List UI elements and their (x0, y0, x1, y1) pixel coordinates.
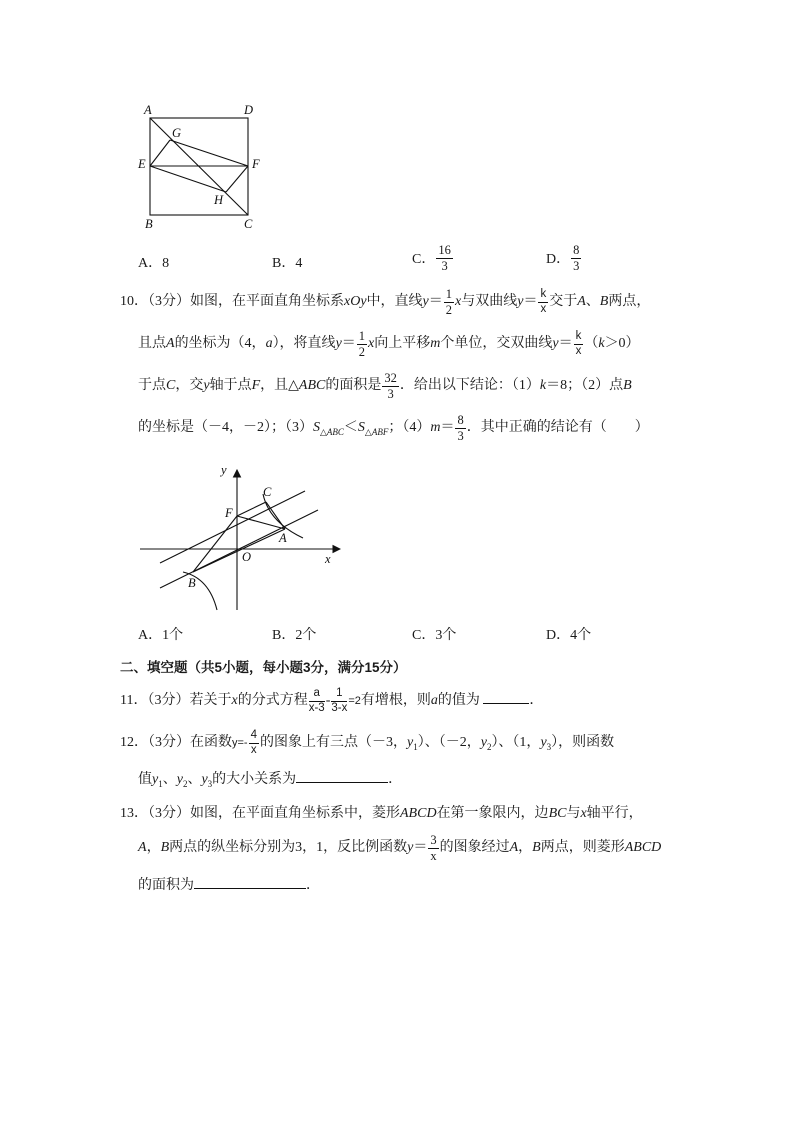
q10-option-a[interactable]: A．1个 (138, 628, 184, 643)
q10-option-b[interactable]: B．2个 (272, 628, 317, 643)
segment-fb (193, 516, 237, 572)
q11-answer-blank[interactable] (483, 689, 529, 704)
segment-eg (150, 140, 170, 166)
label-b: B (145, 217, 153, 231)
q12-line2: 值$y_1$、$y_2$、$y_3$的大小关系为 ． (138, 768, 402, 789)
q9-option-c[interactable]: C． $\frac{16}{3}$ (412, 243, 451, 273)
label-b: B (188, 576, 196, 590)
label-x-axis: x (325, 552, 331, 566)
section-title: 二、填空题（共5小题，每小题3分，满分15分） (120, 660, 407, 675)
q9-option-b[interactable]: B．4 (272, 256, 303, 271)
label-e: E (138, 157, 146, 171)
label-h: H (214, 193, 224, 207)
q13-line2: A，B两点的纵坐标分别为3，1，反比例函数y＝ $\frac{3}{x}$ 的图象经过A，B两点，则菱形ABCD (138, 833, 662, 863)
q9-option-a[interactable]: A．8 (138, 256, 170, 271)
square-figure (130, 100, 270, 235)
q11-line: 11．（3分）若关于x的分式方程 $\frac{a}{x-3}$ - $\frac{1}{3-x}$ =2有增根，则a的值为 ． (120, 687, 544, 714)
q10-line2: 且点A的坐标为（4，a），将直线y＝ $\frac{1}{2}$ x向上平移m个单位，交双曲线y＝ $\frac{k}{x}$ （k＞0） (138, 329, 640, 359)
q9-option-d[interactable]: D． $\frac{8}{3}$ (546, 243, 580, 273)
q13-line3: 的面积为 ． (138, 874, 320, 894)
label-y-axis: y (221, 463, 227, 477)
segment-gf (170, 140, 248, 166)
segment-eh (150, 166, 226, 192)
q12-answer-blank[interactable] (296, 768, 388, 783)
label-origin: O (242, 550, 252, 564)
label-a: A (144, 103, 152, 117)
q13-answer-blank[interactable] (194, 874, 306, 889)
q10-line4: 的坐标是（－4，－2）；$(3)S_{\triangle ABC}<S_{\triangle ABF}$；（4）m＝ $\frac{8}{3}$ ．其中正确的结论有（ ） (138, 413, 649, 443)
label-d: D (244, 103, 254, 117)
q10-line1: 10．（3分）如图，在平面直角坐标系xOy中，直线y＝ $\frac{1}{2}$ x与双曲线y＝ $\frac{k}{x}$ 交于A、B两点， (120, 287, 651, 317)
label-f: F (252, 157, 260, 171)
q10-option-d[interactable]: D．4个 (546, 628, 592, 643)
label-g: G (172, 126, 182, 140)
q13-line1: 13．（3分）如图，在平面直角坐标系中，菱形ABCD在第一象限内，边BC与x轴平行， (120, 806, 643, 821)
q12-line1: 12．（3分）在函数y=- $\frac{4}{x}$ 的图象上有三点（－3，$y_1$）、（－2，$y_2$）、（1，$y_3$），则函数 (120, 729, 615, 756)
q10-option-c[interactable]: C．3个 (412, 628, 457, 643)
label-a: A (279, 531, 287, 545)
label-c: C (244, 217, 253, 231)
label-f: F (225, 506, 233, 520)
segment-ba (193, 529, 285, 572)
coordinate-figure (135, 460, 350, 615)
label-c: C (263, 485, 272, 499)
q10-line3: 于点C，交y轴于点F，且△ABC的面积是 $\frac{32}{3}$ ．给出以下结论：（1）k＝8；（2）点B (138, 371, 632, 401)
segment-hf (226, 166, 248, 192)
segment-fc (237, 502, 266, 516)
